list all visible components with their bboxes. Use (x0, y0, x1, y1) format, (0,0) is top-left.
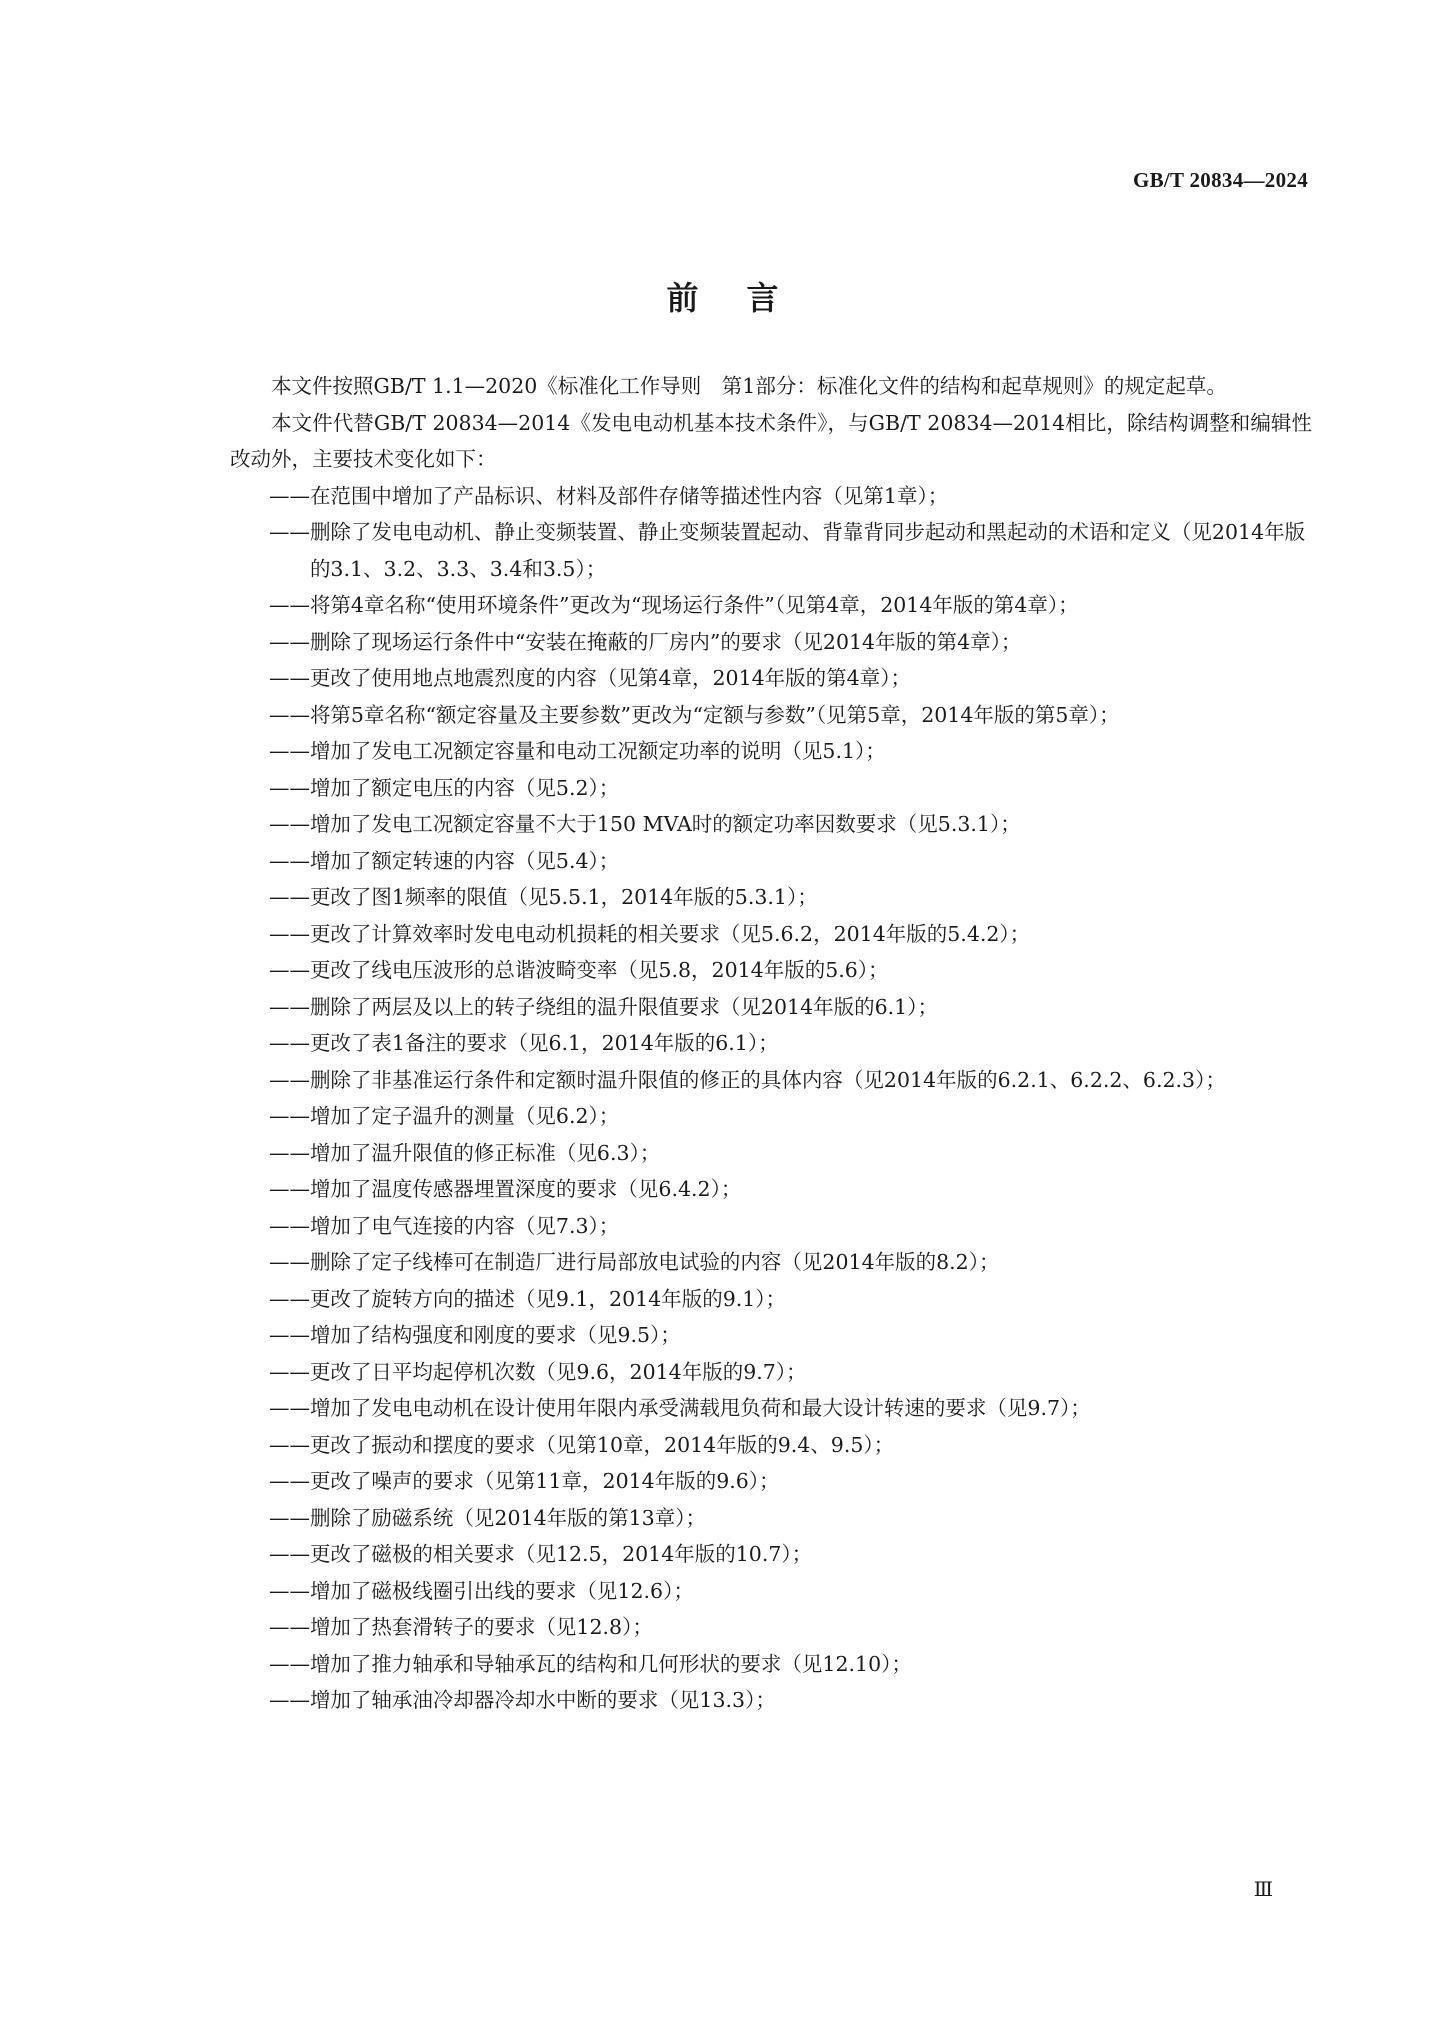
item-dash: —— (268, 1359, 310, 1384)
item-dash: —— (268, 994, 310, 1019)
change-item (230, 1171, 1312, 1208)
item-dash: —— (268, 1177, 310, 1201)
item-dash: —— (268, 1505, 310, 1530)
item-dash: —— (268, 1031, 310, 1055)
change-item (230, 1682, 1312, 1719)
change-item-text: 删除了励磁系统（见2014年版的第13章）； (309, 1505, 706, 1530)
standard-code: GB/T 20834—2024 (1132, 168, 1308, 192)
change-item-text: 增加了发电工况额定容量和电动工况额定功率的说明（见5.1）； (309, 739, 886, 763)
change-item (230, 1536, 1312, 1573)
change-item-text: 删除了非基准运行条件和定额时温升限值的修正的具体内容（见2014年版的6.2.1、6.2.2、6.2.3）； (309, 1067, 1226, 1092)
change-item (230, 1427, 1312, 1464)
item-dash: —— (268, 1250, 310, 1274)
item-dash: —— (268, 520, 310, 544)
change-item (230, 514, 1312, 587)
document-body (230, 368, 1312, 1719)
item-dash: —— (268, 1651, 310, 1676)
item-dash: —— (268, 1396, 310, 1420)
change-item (230, 587, 1312, 624)
item-dash: —— (268, 1323, 310, 1347)
change-item-text: 更改了使用地点地震烈度的内容（见第4章，2014年版的第4章）； (309, 666, 911, 690)
item-dash: —— (268, 848, 310, 873)
change-item (230, 1646, 1312, 1683)
change-item-text: 增加了推力轴承和导轴承瓦的结构和几何形状的要求（见12.10）； (309, 1651, 912, 1676)
change-item (230, 624, 1312, 661)
change-item-text: 更改了振动和摆度的要求（见第10章，2014年版的9.4、9.5）； (309, 1432, 895, 1457)
change-item (230, 989, 1312, 1026)
item-dash: —— (268, 593, 310, 617)
change-item-text: 将第5章名称“额定容量及主要参数”更改为“定额与参数”（见第5章，2014年版的第5章）； (309, 702, 1120, 727)
change-item-text: 更改了线电压波形的总谐波畸变率（见5.8，2014年版的5.6）； (309, 958, 889, 982)
item-dash: —— (268, 1432, 310, 1457)
item-dash: —— (268, 1615, 310, 1639)
change-item-text: 更改了旋转方向的描述（见9.1，2014年版的9.1）； (309, 1286, 787, 1311)
change-item-text: 更改了计算效率时发电电动机损耗的相关要求（见5.6.2，2014年版的5.4.2）； (309, 921, 1031, 946)
change-item-text: 更改了日平均起停机次数（见9.6，2014年版的9.7）； (309, 1359, 807, 1384)
page-number: Ⅲ (1253, 1879, 1273, 1901)
change-item (230, 1062, 1312, 1099)
change-item-text: 更改了噪声的要求（见第11章，2014年版的9.6）； (309, 1469, 780, 1493)
change-item (230, 1281, 1312, 1318)
change-item-text: 在范围中增加了产品标识、材料及部件存储等描述性内容（见第1章）； (309, 483, 949, 508)
item-dash: —— (268, 1067, 310, 1092)
item-dash: —— (268, 1578, 310, 1603)
replacement-paragraph: 本文件代替GB/T 20834—2014《发电电动机基本技术条件》，与GB/T 20834—2014相比，除结构调整和编辑性改动外，主要技术变化如下： (230, 410, 1312, 471)
item-dash: —— (268, 1542, 310, 1566)
change-item-text: 将第4章名称“使用环境条件”更改为“现场运行条件”（见第4章，2014年版的第4章）； (309, 593, 1079, 617)
change-item (230, 770, 1312, 807)
change-item-text: 增加了电气连接的内容（见7.3）； (309, 1213, 620, 1238)
item-dash: —— (268, 666, 310, 690)
page-title: 前言 (666, 279, 827, 318)
change-item (230, 806, 1312, 843)
item-dash: —— (268, 958, 310, 982)
change-item (230, 1354, 1312, 1391)
change-item-text: 增加了温度传感器埋置深度的要求（见6.4.2）； (309, 1177, 742, 1201)
item-dash: —— (268, 739, 310, 763)
change-item-text: 增加了定子温升的测量（见6.2）； (309, 1104, 620, 1128)
item-dash: —— (268, 1286, 310, 1311)
change-item (230, 1573, 1312, 1610)
change-item-text: 增加了轴承油冷却器冷却水中断的要求（见13.3）； (309, 1688, 776, 1712)
change-item-text: 更改了表1备注的要求（见6.1，2014年版的6.1）； (309, 1031, 779, 1055)
change-item (230, 1244, 1312, 1281)
item-dash: —— (268, 885, 310, 909)
change-item (230, 697, 1312, 734)
change-item-text: 更改了图1频率的限值（见5.5.1，2014年版的5.3.1）； (309, 885, 818, 909)
item-dash: —— (268, 1469, 310, 1493)
change-item-text: 增加了磁极线圈引出线的要求（见12.6）； (309, 1578, 694, 1603)
change-item (230, 1208, 1312, 1245)
item-dash: —— (268, 702, 310, 727)
change-item (230, 1390, 1312, 1427)
change-item (230, 733, 1312, 770)
change-list (230, 478, 1312, 1719)
item-dash: —— (268, 775, 310, 800)
item-dash: —— (268, 921, 310, 946)
change-item (230, 478, 1312, 515)
change-item (230, 1609, 1312, 1646)
item-dash: —— (268, 812, 310, 836)
change-item (230, 1025, 1312, 1062)
change-item (230, 1098, 1312, 1135)
change-item-text: 增加了温升限值的修正标准（见6.3）； (309, 1140, 661, 1165)
change-item-text: 增加了发电工况额定容量不大于150 MVA时的额定功率因数要求（见5.3.1）； (309, 812, 1021, 836)
intro-paragraph: 本文件按照GB/T 1.1—2020《标准化工作导则 第1部分：标准化文件的结构和起草规则》的规定起草。 (271, 374, 1227, 398)
change-item (230, 952, 1312, 989)
change-item-text: 删除了现场运行条件中“安装在掩蔽的厂房内”的要求（见2014年版的第4章）； (309, 629, 1022, 654)
change-item-text: 删除了发电电动机、静止变频装置、静止变频装置起动、背靠背同步起动和黑起动的术语和定义（见2014年版的3.1、3.2、3.3、3.4和3.5）； (309, 520, 1306, 581)
change-item (230, 1463, 1312, 1500)
change-item-text: 删除了两层及以上的转子绕组的温升限值要求（见2014年版的6.1）； (309, 994, 938, 1019)
item-dash: —— (268, 629, 310, 654)
change-item-text: 删除了定子线棒可在制造厂进行局部放电试验的内容（见2014年版的8.2）； (309, 1250, 1000, 1274)
change-item-text: 增加了发电电动机在设计使用年限内承受满载甩负荷和最大设计转速的要求（见9.7）； (309, 1396, 1091, 1420)
change-item-text: 更改了磁极的相关要求（见12.5，2014年版的10.7）； (309, 1542, 813, 1566)
item-dash: —— (268, 1104, 310, 1128)
item-dash: —— (268, 483, 310, 508)
change-item-text: 增加了额定转速的内容（见5.4）； (309, 848, 620, 873)
change-item (230, 1135, 1312, 1172)
change-item (230, 1317, 1312, 1354)
change-item (230, 916, 1312, 953)
change-item (230, 1500, 1312, 1537)
item-dash: —— (268, 1688, 310, 1712)
change-item (230, 660, 1312, 697)
change-item-text: 增加了额定电压的内容（见5.2）； (309, 775, 620, 800)
item-dash: —— (268, 1213, 310, 1238)
item-dash: —— (268, 1140, 310, 1165)
change-item-text: 增加了结构强度和刚度的要求（见9.5）； (309, 1323, 681, 1347)
change-item-text: 增加了热套滑转子的要求（见12.8）； (309, 1615, 653, 1639)
change-item (230, 879, 1312, 916)
change-item (230, 843, 1312, 880)
